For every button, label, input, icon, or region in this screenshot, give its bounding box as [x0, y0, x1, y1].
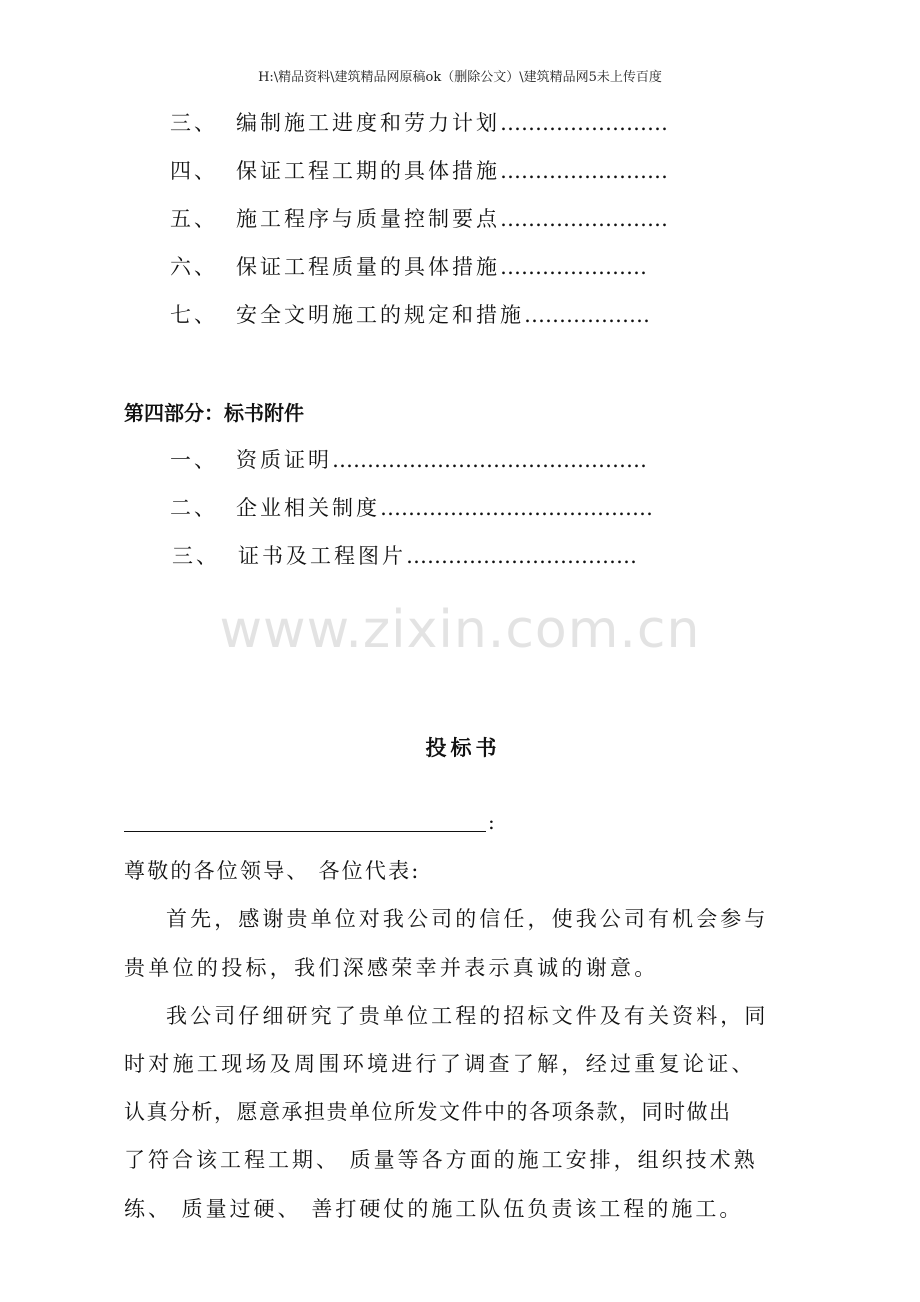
toc-leader-dots: …………………………………: [380, 496, 653, 520]
paragraph-line: 贵单位的投标，我们深感荣幸并表示真诚的谢意。: [124, 956, 659, 980]
toc-entry: [170, 444, 647, 474]
toc-entry-text: 保证工程工期的具体措施: [236, 159, 500, 183]
toc-entry: [170, 107, 668, 137]
paragraph-line: 认真分析，愿意承担贵单位所发文件中的各项条款，同时做出: [124, 1100, 732, 1124]
toc-entry: [170, 203, 668, 233]
paragraph-line: 练、 质量过硬、 善打硬仗的施工队伍负责该工程的施工。: [124, 1197, 744, 1221]
toc-entry-number: 三、: [170, 111, 218, 135]
toc-leader-dots: ………………: [524, 303, 650, 327]
toc-leader-dots: ……………………………: [406, 544, 637, 568]
toc-leader-dots: ……………………: [500, 207, 668, 231]
watermark: www.zixin.com.cn: [219, 600, 701, 660]
paragraph-line: 时对施工现场及周围环境进行了调查了解，经过重复论证、: [124, 1052, 756, 1076]
section-heading: 第四部分：标书附件: [124, 401, 304, 425]
toc-entry-number: 一、: [170, 448, 218, 472]
toc-entry-text: 编制施工进度和劳力计划: [236, 111, 500, 135]
toc-entry-text: 安全文明施工的规定和措施: [236, 303, 524, 327]
toc-entry-text: 证书及工程图片: [238, 544, 406, 568]
paragraph-line: 我公司仔细研究了贵单位工程的招标文件及有关资料，同: [166, 1004, 769, 1028]
paragraph-line: 首先，感谢贵单位对我公司的信任，使我公司有机会参与: [166, 907, 769, 931]
toc-entry-text: 资质证明: [236, 448, 332, 472]
toc-entry: [170, 155, 668, 185]
toc-entry-number: 六、: [170, 255, 218, 279]
toc-entry-text: 企业相关制度: [236, 496, 380, 520]
toc-leader-dots: …………………: [500, 255, 647, 279]
addressee-colon: :: [488, 810, 495, 834]
toc-leader-dots: ……………………: [500, 159, 668, 183]
toc-entry-number: 四、: [170, 159, 218, 183]
toc-entry-number: 三、: [172, 544, 220, 568]
toc-leader-dots: ……………………: [500, 111, 668, 135]
toc-entry: [170, 299, 650, 329]
paragraph-line: 了符合该工程工期、 质量等各方面的施工安排，组织技术熟: [124, 1148, 758, 1172]
toc-entry: [170, 251, 647, 281]
addressee-blank-line: [124, 831, 486, 832]
toc-entry-number: 七、: [170, 303, 218, 327]
toc-entry: [170, 492, 653, 522]
salutation-line: 尊敬的各位领导、 各位代表:: [124, 859, 421, 883]
file-path-header: H:\精品资料\建筑精品网原稿ok（删除公文）\建筑精品网5未上传百度: [258, 70, 662, 85]
toc-entry: [172, 540, 637, 570]
toc-entry-text: 保证工程质量的具体措施: [236, 255, 500, 279]
toc-entry-number: 五、: [170, 207, 218, 231]
toc-entry-number: 二、: [170, 496, 218, 520]
document-title: 投标书: [425, 736, 501, 760]
toc-entry-text: 施工程序与质量控制要点: [236, 207, 500, 231]
toc-leader-dots: ………………………………………: [332, 448, 647, 472]
